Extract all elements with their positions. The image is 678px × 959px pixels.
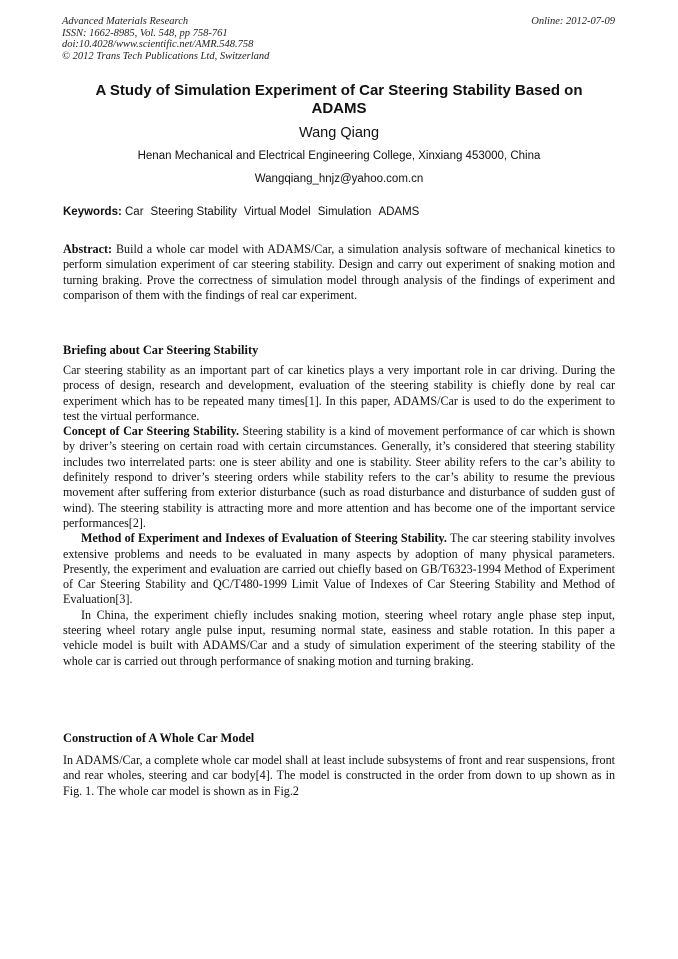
keyword: Virtual Model (243, 206, 311, 218)
keywords-label: Keywords: (63, 206, 122, 218)
issn-line: ISSN: 1662-8985, Vol. 548, pp 758-761 (62, 27, 228, 39)
author-affiliation: Henan Mechanical and Electrical Engineering College, Xinxiang 453000, China (137, 150, 541, 162)
abstract-label: Abstract: (63, 242, 113, 256)
journal-header (62, 16, 615, 62)
paragraph: In ADAMS/Car, a complete whole car model shall at least include subsystems of front and rear suspensions, front and rear wholes, steering and car body[4]. The model is constructed in the order from down to up shown as in Fig. 1. The whole car model is shown as in Fig.2 (63, 753, 615, 798)
paper-title: A Study of Simulation Experiment of Car Steering Stability Based on ADAMS (95, 82, 583, 117)
journal-name: Advanced Materials Research (62, 16, 189, 27)
paragraph (63, 424, 615, 531)
paragraph: In China, the experiment chiefly includes snaking motion, steering wheel rotary angle phase step input, steering wheel rotary angle pulse input, resuming normal state, easiness and stable rotation. In this paper a vehicle model is built with ADAMS/Car and a study of simulation experiment of the steering stability of the whole car is carried out through performance of snaking motion and turning braking. (63, 607, 615, 668)
keyword: Simulation (317, 206, 372, 218)
author-name: Wang Qiang (298, 125, 380, 141)
abstract (63, 242, 615, 303)
paragraph-lead: Method of Experiment and Indexes of Evaluation of Steering Stability. (81, 531, 447, 546)
author-email[interactable]: Wangqiang_hnjz@yahoo.com.cn (254, 173, 424, 185)
keywords-line (63, 206, 616, 218)
keyword: ADAMS (378, 206, 420, 218)
section-body (63, 753, 615, 799)
copyright-line: © 2012 Trans Tech Publications Ltd, Switzerland (62, 50, 270, 62)
keyword: Steering Stability (150, 206, 237, 218)
section-heading: Briefing about Car Steering Stability (63, 343, 259, 357)
doi-line[interactable]: doi:10.4028/www.scientific.net/AMR.548.758 (62, 39, 254, 51)
keyword: Car (125, 206, 144, 218)
section-body (63, 363, 615, 669)
paragraph: Car steering stability as an important part of car kinetics plays a very important role in car driving. During the process of design, research and development, evaluation of the steering stability is chiefly done by real car experiment which has to be repeated many times[1]. In this paper, ADAMS/Car is used to do the experiment to test the virtual performance. (63, 363, 615, 423)
paragraph-lead: Concept of Car Steering Stability. (63, 424, 240, 439)
paragraph-text: Steering stability is a kind of movement performance of car which is shown by driver’s steering on certain road with certain circumstances. Generally, it’s considered that steering stability includes two interrelated parts: one is steer ability and one is stability. Steer ability refers to the car’s ability to definitely respond to driver’s steering orders while stability refers to the car’s ability to resume the previous movement after suffering from exterior disturbance (such as road disturbance and disturbance of sudden gust of wind). The steering stability is attracting more and more attention and has become one of the important service performances[2]. (63, 424, 615, 530)
abstract-text: Build a whole car model with ADAMS/Car, a simulation analysis software of mechanical kinetics to perform simulation experiment of car steering stability. Design and carry out experiment of snaking motion and turning braking. Prove the correctness of simulation model through analysis of the findings of experiment and comparison of them with the findings of real car experiment. (63, 242, 616, 302)
online-date: Online: 2012-07-09 (531, 16, 615, 27)
paragraph (63, 531, 615, 607)
section-heading: Construction of A Whole Car Model (63, 731, 255, 745)
paragraph-text: The car steering stability involves extensive problems and needs to be evaluated in many aspects by adoption of many physical parameters. Presently, the experiment and evaluation are carried out chiefly based on GB/T6323-1994 Method of Experiment of Car Steering Stability and QC/T480-1999 Limit Value of Indexes of Car Steering Stability and Method of Evaluation[3]. (63, 531, 615, 607)
